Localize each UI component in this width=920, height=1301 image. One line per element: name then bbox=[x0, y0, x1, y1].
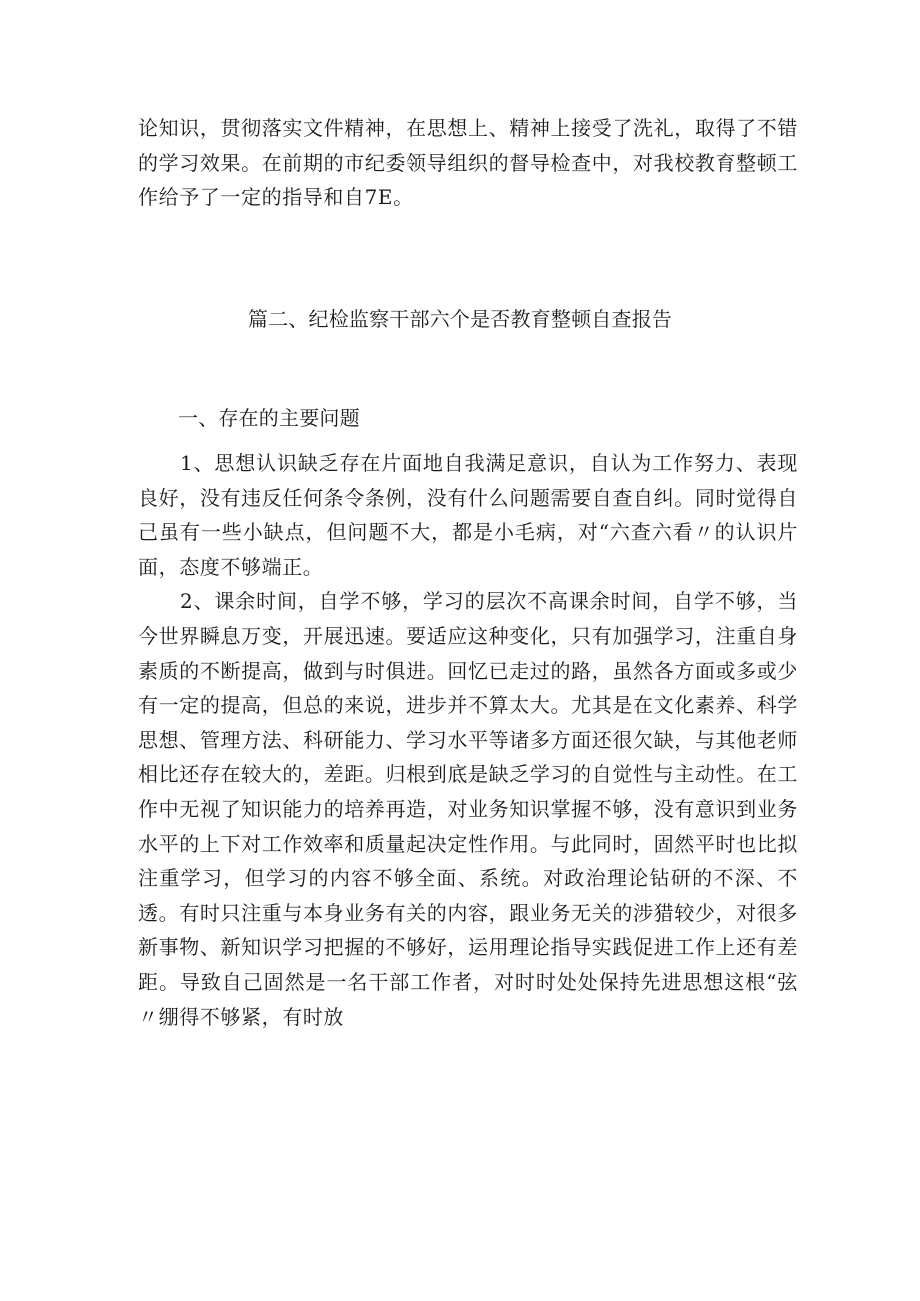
body-paragraph-2: 2、课余时间，自学不够，学习的层次不高课余时间，自学不够，当今世界瞬息万变，开展迅速。要适应这种变化，只有加强学习，注重自身素质的不断提高，做到与时俱进。回忆已走过的路，虽然各方面或多或少有一定的提高，但总的来说，进步并不算太大。尤其是在文化素养、科学思想、管理方法、科研能力、学习水平等诸多方面还很欠缺，与其他老师相比还存在较大的，差距。归根到底是缺乏学习的自觉性与主动性。在工作中无视了知识能力的培养再造，对业务知识掌握不够，没有意识到业务水平的上下对工作效率和质量起决定性作用。与此同时，固然平时也比拟注重学习，但学习的内容不够全面、系统。对政治理论钻研的不深、不透。有时只注重与本身业务有关的内容，跟业务无关的涉猎较少，对很多新事物、新知识学习把握的不够好，运用理论指导实践促进工作上还有差距。导致自己固然是一名干部工作者，对时时处处保持先进思想这根“弦〃绷得不够紧，有时放 bbox=[138, 589, 798, 1029]
section-title: 篇二、纪检监察干部六个是否教育整顿自查报告 bbox=[247, 307, 673, 331]
subsection-heading: 一、存在的主要问题 bbox=[178, 406, 360, 430]
intro-paragraph: 论知识，贯彻落实文件精神，在思想上、精神上接受了洗礼，取得了不错的学习效果。在前期的市纪委领导组织的督导检查中，对我校教育整顿工作给予了一定的指导和自7E。 bbox=[138, 116, 798, 210]
body-paragraph-1: 1、思想认识缺乏存在片面地自我满足意识，自认为工作努力、表现良好，没有违反任何条令条例，没有什么问题需要自查自纠。同时觉得自己虽有一些小缺点，但问题不大，都是小毛病，对“六查六看〃的认识片面，态度不够端正。 bbox=[138, 451, 798, 579]
intro-block bbox=[138, 111, 798, 215]
body-block bbox=[138, 446, 798, 1034]
